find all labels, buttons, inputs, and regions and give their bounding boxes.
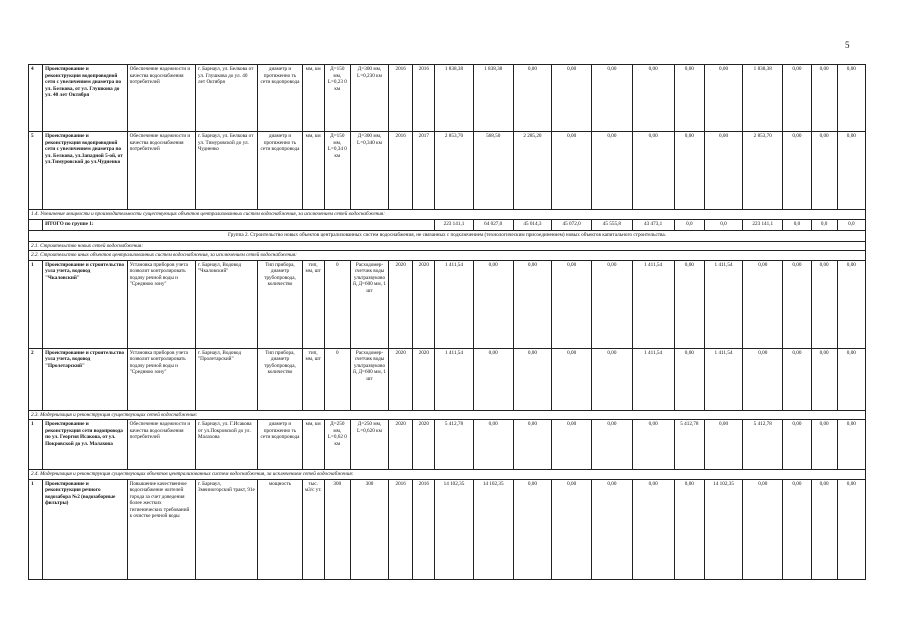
table-cell: 0,00 <box>837 348 865 410</box>
total-value-cell: 0,0 <box>704 219 742 230</box>
table-cell <box>29 219 43 230</box>
total-value-cell: 0,0 <box>837 219 865 230</box>
table-cell: 0,00 <box>704 65 742 132</box>
table-row <box>29 132 866 210</box>
table-cell: 0,00 <box>552 132 592 210</box>
table-cell: 0,00 <box>704 132 742 210</box>
table-cell: 0,00 <box>674 348 704 410</box>
table-cell: 14 102,35 <box>704 479 742 579</box>
total-value-cell: 0,0 <box>811 219 837 230</box>
table-cell: 5 412,78 <box>743 420 783 470</box>
table-cell: Тип прибора, диаметр трубопровода, количество <box>258 348 302 410</box>
section-heading: 2.1. Строительство новых сетей водоснабжения: <box>29 241 866 251</box>
table-cell: г. Барнаул, Водовод "Чкаловский" <box>195 260 257 348</box>
table-cell: 5 412,78 <box>674 420 704 470</box>
section-heading: 1.4. Увеличение мощности и производительности существующих объектов централизованных систем водоснабжения, за исключением сетей водоснабжения: <box>29 210 866 220</box>
table-cell: 0,00 <box>811 420 837 470</box>
table-cell: Д=300 мм, L=0,230 км <box>350 65 388 132</box>
table-cell: Обеспечение надежности и качества водоснабжения потребителей <box>127 65 195 132</box>
table-cell: 0,00 <box>552 260 592 348</box>
table-cell: 0,00 <box>513 479 551 579</box>
table-cell: Расходомер-счетчик воды ультразвуковой, Д=600 мм, 1 шт <box>350 348 388 410</box>
table-cell: 2020 <box>389 348 413 410</box>
table-cell: 1 411,54 <box>435 260 473 348</box>
section-heading: 2.4. Модернизация и реконструкция существующих объектов централизованных систем водоснабжения, за исключением сетей водоснабжения: <box>29 470 866 480</box>
table-cell: 0,00 <box>592 132 632 210</box>
table-cell: 0 <box>324 260 350 348</box>
page-number: 5 <box>845 40 850 50</box>
table-cell: 0,00 <box>552 420 592 470</box>
table-cell: 300 <box>350 479 388 579</box>
table-cell: 2016 <box>413 65 435 132</box>
table-cell: 0,00 <box>632 65 674 132</box>
table-cell: 1 411,54 <box>704 260 742 348</box>
total-value-cell: 45 014,3 <box>513 219 551 230</box>
table-cell: 0,00 <box>811 260 837 348</box>
table-cell: г. Барнаул, ул. Белкова от ул. Тимуровской до ул. Чудненко <box>195 132 257 210</box>
table-cell: 1 411,54 <box>632 260 674 348</box>
table-cell: 2 853,70 <box>435 132 473 210</box>
table-cell: 0,00 <box>473 260 513 348</box>
total-row <box>29 219 866 230</box>
table-cell: мм, км <box>302 132 324 210</box>
table-cell: 300 <box>324 479 350 579</box>
table-cell: 1 838,38 <box>435 65 473 132</box>
table-cell: 0,00 <box>837 420 865 470</box>
total-value-cell: 45 555,8 <box>592 219 632 230</box>
total-value-cell: 223 141,1 <box>435 219 473 230</box>
row-number-cell: 5 <box>29 132 43 210</box>
table-cell: Д=150 мм, L=0,23 0 км <box>324 65 350 132</box>
table-cell: Установка приборов учета позволит контролировать подачу речной воды и "Среднюю зону" <box>127 348 195 410</box>
table-cell: Проектирование и реконструкция водопроводной сети с увеличением диаметра по ул. Белкова, ул.Западной 5-ой, от ул.Тимуровской до ул.Чудненко <box>43 132 128 210</box>
table-cell: 1 838,38 <box>743 65 783 132</box>
table-cell: тыс. м3/с ут. <box>302 479 324 579</box>
section-heading-row <box>29 241 866 251</box>
table-cell: 0,00 <box>592 65 632 132</box>
table-cell: диаметр и протяженно ть сети водопровода <box>258 65 302 132</box>
table-cell: 2016 <box>389 479 413 579</box>
table-cell: 14 102,35 <box>473 479 513 579</box>
table-cell: 0,00 <box>513 420 551 470</box>
table-cell: 1 411,54 <box>632 348 674 410</box>
section-heading-row <box>29 410 866 420</box>
table-cell: 2016 <box>389 65 413 132</box>
total-label: ИТОГО по группе 1: <box>43 219 435 230</box>
table-cell: 0,00 <box>743 348 783 410</box>
table-cell: Расходомер-счетчик воды ультразвуковой, Д=600 мм, 1 шт <box>350 260 388 348</box>
table-cell: 2016 <box>413 479 435 579</box>
table-row <box>29 65 866 132</box>
table-cell: 0,00 <box>473 420 513 470</box>
table-cell: 0,00 <box>513 260 551 348</box>
row-number-cell: 4 <box>29 65 43 132</box>
table-cell: 1 838,38 <box>473 65 513 132</box>
section-heading: 2.3. Модернизация и реконструкция существующих сетей водоснабжения: <box>29 410 866 420</box>
row-number-cell: 1 <box>29 260 43 348</box>
table-cell: 0,00 <box>811 65 837 132</box>
table-cell: Проектирование и реконструкция водопроводной сети с увеличением диаметра по ул. Белкова, от ул. Глушкова до ул. 40 лет Октября <box>43 65 128 132</box>
table-cell: 0,00 <box>473 348 513 410</box>
table-cell: 0,00 <box>674 65 704 132</box>
table-cell: 0,00 <box>632 479 674 579</box>
table-cell: Установка приборов учета позволит контролировать подачу речной воды и "Среднюю зону" <box>127 260 195 348</box>
section-heading-row <box>29 210 866 220</box>
table-cell: 0,00 <box>552 479 592 579</box>
table-cell: г. Барнаул, ул. Г.Исакова от ул.Покровской до ул. Малахова <box>195 420 257 470</box>
total-value-cell: 0,0 <box>674 219 704 230</box>
row-number-cell: 1 <box>29 479 43 579</box>
table-cell: г. Барнаул, Змеиногорский тракт, 91е <box>195 479 257 579</box>
table-cell: г. Барнаул, ул. Белкова от ул. Глушкова до ул. 40 лет Октября <box>195 65 257 132</box>
table-cell: мощность <box>258 479 302 579</box>
table-cell: Обеспечение надежности и качества водоснабжения потребителей <box>127 132 195 210</box>
table-cell: 0,00 <box>592 348 632 410</box>
table-cell: 0,00 <box>513 348 551 410</box>
table-cell: 0,00 <box>743 479 783 579</box>
table-cell: Д=300 мм, L=0,340 км <box>350 132 388 210</box>
table-cell: 0,00 <box>837 65 865 132</box>
table-cell: 0,00 <box>632 132 674 210</box>
table-cell: 0,00 <box>783 479 811 579</box>
table-cell: 2020 <box>389 420 413 470</box>
table-cell: 1 411,54 <box>704 348 742 410</box>
investment-program-table <box>28 64 866 580</box>
table-cell: 0,00 <box>513 65 551 132</box>
table-cell: 0,00 <box>592 260 632 348</box>
table-cell: 5 412,78 <box>435 420 473 470</box>
table-cell: Повышение качественное водоснабжение жителей города за счет доведения более жестких гигиенических требований к очистке речной воды <box>127 479 195 579</box>
total-value-cell: 45 072,0 <box>552 219 592 230</box>
table-cell: 0,00 <box>674 479 704 579</box>
table-cell: Обеспечение надежности и качества водоснабжения потребителей <box>127 420 195 470</box>
table-cell: 0,00 <box>783 420 811 470</box>
table-cell: 1 411,54 <box>435 348 473 410</box>
table-cell: 0,00 <box>837 479 865 579</box>
table-cell: 2020 <box>413 348 435 410</box>
section-heading: 2.2. Строительство иных объектов централизованных систем водоснабжения, за исключением сетей водоснабжения: <box>29 251 866 261</box>
table-cell: 0,00 <box>783 65 811 132</box>
table-cell: 0,00 <box>674 132 704 210</box>
table-cell: Тип прибора, диаметр трубопровода, количество <box>258 260 302 348</box>
table-cell: 2 285,20 <box>513 132 551 210</box>
table-cell: Проектирование и строительство узла учета, водовод "Чкаловский" <box>43 260 128 348</box>
table-cell: Д=250 мм, L=0,620 км <box>350 420 388 470</box>
table-cell: 0,00 <box>743 260 783 348</box>
table-row <box>29 260 866 348</box>
table-cell: 0,00 <box>592 479 632 579</box>
table-row <box>29 479 866 579</box>
table-cell: Д=150 мм, L=0,34 0 км <box>324 132 350 210</box>
table-cell: диаметр и протяженно ть сети водопровода <box>258 420 302 470</box>
table-cell: г. Барнаул, Водовод "Пролетарский" <box>195 348 257 410</box>
table-cell: Проектирование и реконструкция речного водозабора №2 (водозаборные фильтры) <box>43 479 128 579</box>
section-heading-row <box>29 470 866 480</box>
table-cell: 0,00 <box>592 420 632 470</box>
table-cell: 0,00 <box>837 132 865 210</box>
table-row <box>29 420 866 470</box>
table-cell: мм, км <box>302 65 324 132</box>
table-cell: 14 102,35 <box>435 479 473 579</box>
table-cell: 0,00 <box>674 260 704 348</box>
table-row <box>29 348 866 410</box>
table-cell: 0,00 <box>811 348 837 410</box>
total-value-cell: 43 473,1 <box>632 219 674 230</box>
total-value-cell: 223 141,1 <box>743 219 783 230</box>
table-cell: 2016 <box>389 132 413 210</box>
total-value-cell: 0,0 <box>783 219 811 230</box>
table-cell: 568,50 <box>473 132 513 210</box>
table-cell: тип, мм, шт <box>302 348 324 410</box>
total-value-cell: 64 027,0 <box>473 219 513 230</box>
table-cell: 0,00 <box>811 479 837 579</box>
section-heading-row <box>29 251 866 261</box>
table-cell: 2 853,70 <box>743 132 783 210</box>
table-cell: 0,00 <box>783 132 811 210</box>
row-number-cell: 1 <box>29 420 43 470</box>
table-cell: Проектирование и строительство узла учета, водовод "Пролетарский" <box>43 348 128 410</box>
table-cell: диаметр и протяженно ть сети водопровода <box>258 132 302 210</box>
table-cell: 2020 <box>413 260 435 348</box>
group-heading: Группа 2. Строительство новых объектов централизованных систем водоснабжения, не связанных с подключением (технологическим присоединением) новых объектов капитального строительства. <box>29 230 866 241</box>
table-cell: 0,00 <box>811 132 837 210</box>
table-cell: 2017 <box>413 132 435 210</box>
table-cell: тип, мм, шт <box>302 260 324 348</box>
table-cell: 0 <box>324 348 350 410</box>
table-cell: 0,00 <box>552 65 592 132</box>
table-cell: 0,00 <box>552 348 592 410</box>
table-cell: 2020 <box>413 420 435 470</box>
table-cell: 0,00 <box>783 260 811 348</box>
row-number-cell: 2 <box>29 348 43 410</box>
table-cell: Д=250 мм, L=0,62 0 км <box>324 420 350 470</box>
group-heading-row <box>29 230 866 241</box>
table-cell: Проектирование и реконструкция сети водопровода по ул. Георгия Исакова, от ул. Покровской до ул. Малахова <box>43 420 128 470</box>
table-cell: 0,00 <box>837 260 865 348</box>
table-cell: мм, км <box>302 420 324 470</box>
table-cell: 0,00 <box>632 420 674 470</box>
table-cell: 0,00 <box>704 420 742 470</box>
table-cell: 0,00 <box>783 348 811 410</box>
table-cell: 2020 <box>389 260 413 348</box>
